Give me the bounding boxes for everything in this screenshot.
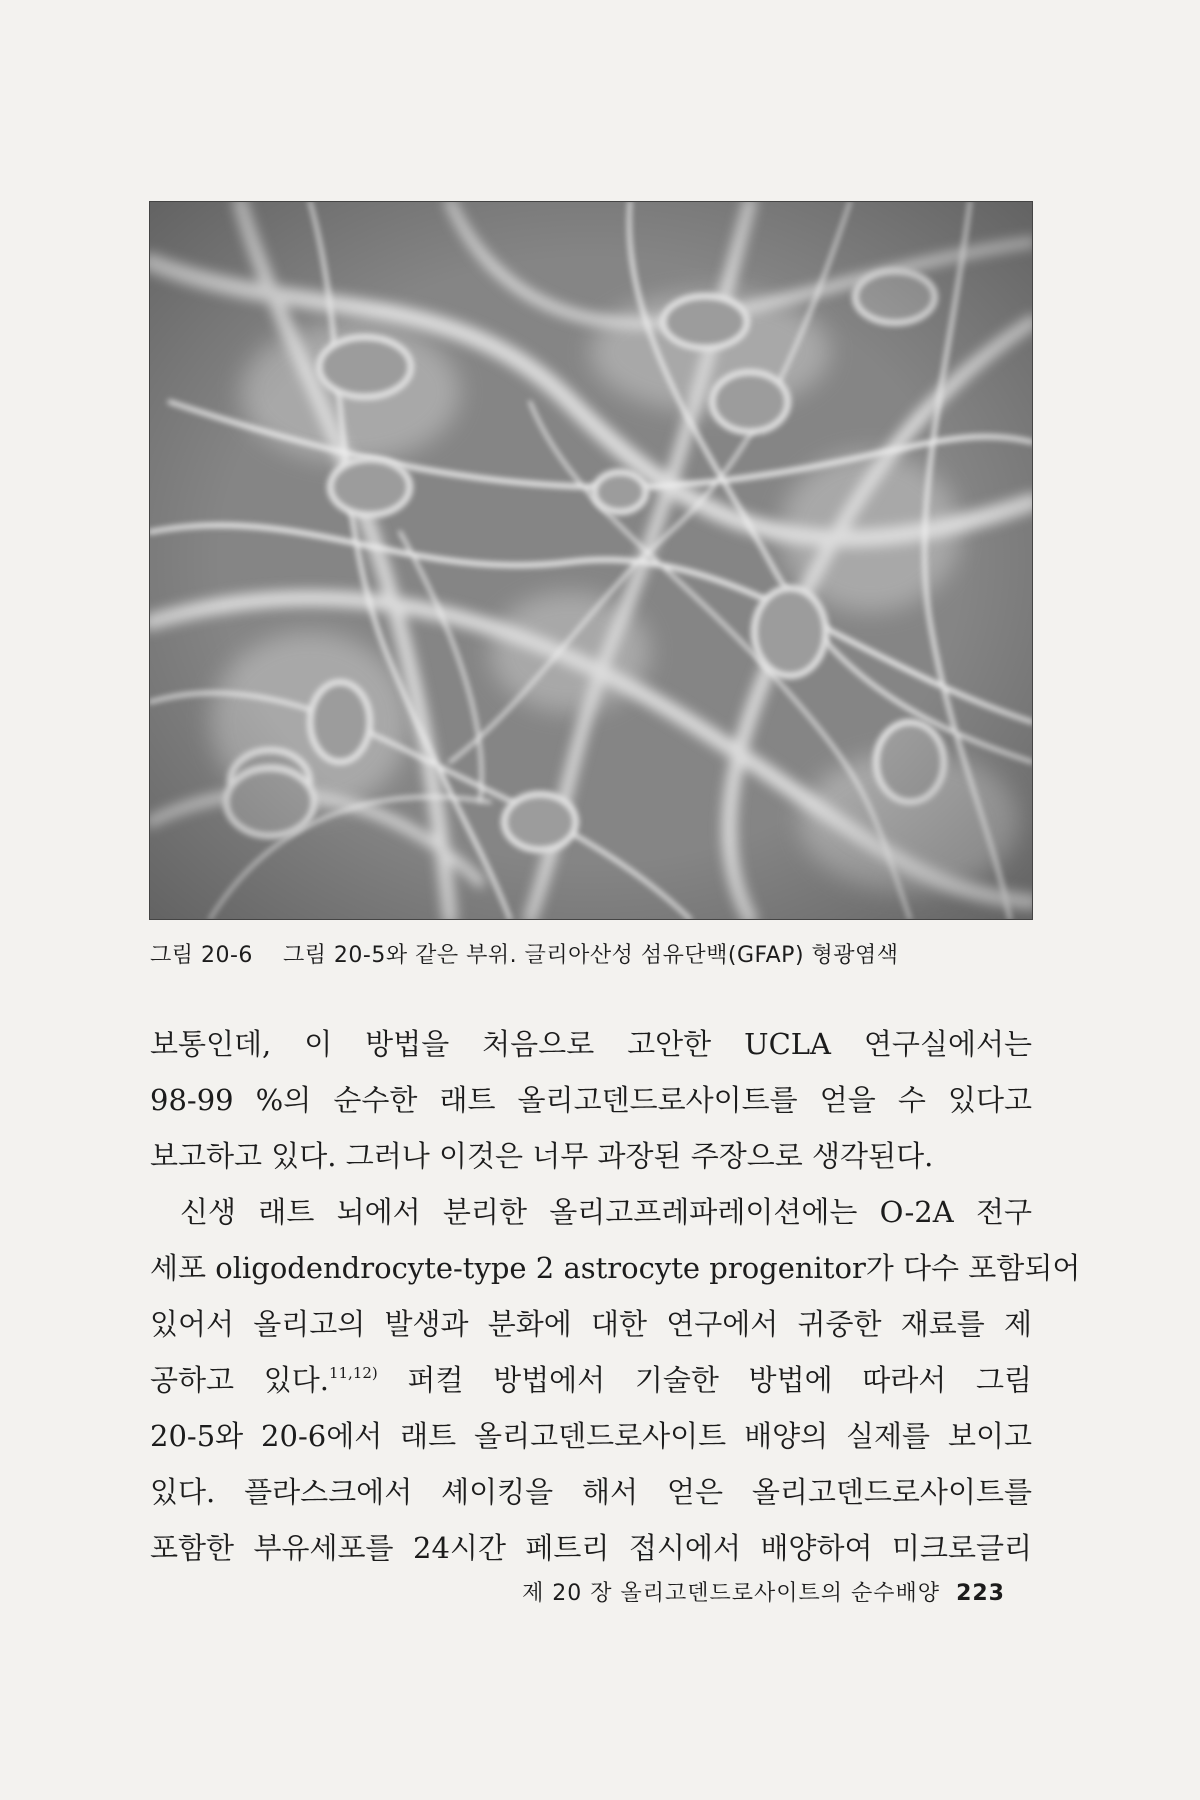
body-line: 20-5와 20-6에서 래트 올리고덴드로사이트 배양의 실제를 보이고 xyxy=(150,1419,1032,1453)
body-line xyxy=(150,1352,1032,1408)
body-line: 세포 oligodendrocyte-type 2 astrocyte progenitor가 다수 포함되어 xyxy=(150,1251,1081,1285)
body-line: 있다. 플라스크에서 셰이킹을 해서 얻은 올리고덴드로사이트를 xyxy=(150,1475,1032,1509)
chapter-title: 제 20 장 올리고덴드로사이트의 순수배양 xyxy=(522,1581,941,1606)
body-line: 보통인데, 이 방법을 처음으로 고안한 UCLA 연구실에서는 xyxy=(150,1027,1032,1061)
running-footer xyxy=(150,1576,1005,1607)
fluorescence-micrograph xyxy=(149,201,1033,920)
body-line: 98-99 %의 순수한 래트 올리고덴드로사이트를 얻을 수 있다고 xyxy=(150,1083,1032,1117)
micrograph-image xyxy=(150,202,1032,919)
citation-reference: 11,12) xyxy=(328,1364,378,1382)
body-line: 신생 래트 뇌에서 분리한 올리고프레파레이션에는 O-2A 전구 xyxy=(180,1195,1032,1229)
body-line: 있어서 올리고의 발생과 분화에 대한 연구에서 귀중한 재료를 제 xyxy=(150,1307,1032,1341)
body-line: 보고하고 있다. 그러나 이것은 너무 과장된 주장으로 생각된다. xyxy=(150,1139,934,1173)
figure-caption-label: 그림 20-6 xyxy=(150,943,253,968)
body-line: 포함한 부유세포를 24시간 페트리 접시에서 배양하여 미크로글리 xyxy=(150,1531,1032,1565)
figure-caption-text: 그림 20-5와 같은 부위. 글리아산성 섬유단백(GFAP) 형광염색 xyxy=(282,943,899,968)
body-paragraphs xyxy=(150,1016,1081,1576)
figure-caption xyxy=(150,938,1030,969)
body-line-part: 공하고 있다. xyxy=(150,1363,329,1397)
body-line-part: 퍼컬 방법에서 기술한 방법에 따라서 그림 xyxy=(377,1363,1032,1397)
page-number: 223 xyxy=(956,1581,1005,1606)
